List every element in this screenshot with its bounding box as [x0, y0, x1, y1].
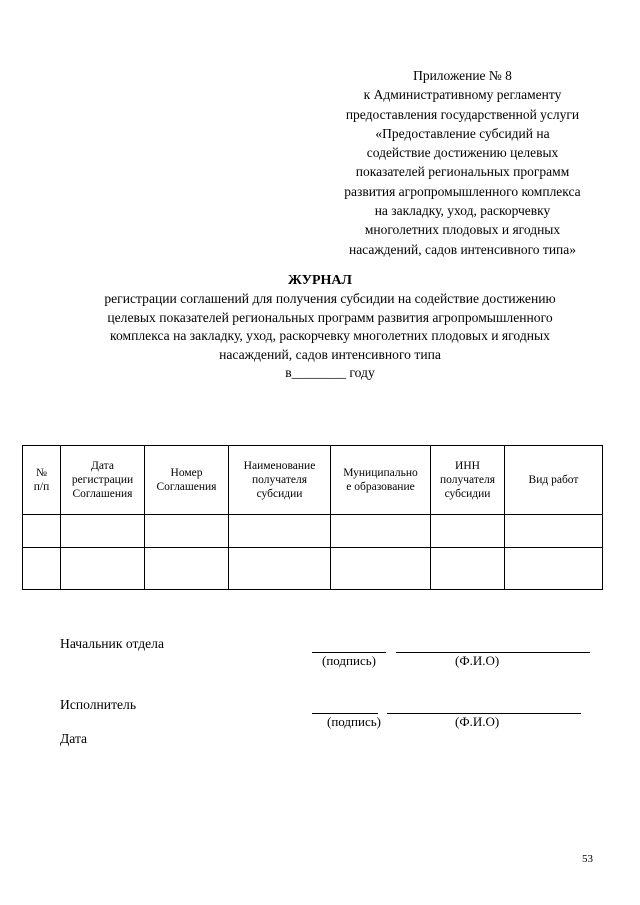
head-of-department-label: Начальник отдела: [60, 636, 164, 651]
header-cell-recipient-name: Наименование получателя субсидии: [229, 446, 331, 515]
table-row: [23, 548, 603, 590]
table-cell: [23, 548, 61, 590]
table-row: [23, 515, 603, 548]
subtitle-line: насаждений, садов интенсивного типа: [219, 346, 441, 362]
table-cell: [145, 515, 229, 548]
subtitle-line: регистрации соглашений для получения субсидии на содействие достижению: [104, 291, 556, 306]
document-title: ЖУРНАЛ: [288, 273, 352, 288]
executor-name-caption: (Ф.И.О): [455, 714, 500, 729]
table-cell: [145, 548, 229, 590]
header-cell-work-type: Вид работ: [505, 446, 603, 515]
header-cell-agreement-number: Номер Соглашения: [145, 446, 229, 515]
table-cell: [23, 515, 61, 548]
appendix-header: [300, 66, 625, 259]
table-cell: [61, 515, 145, 548]
appendix-line: к Административному регламенту: [363, 87, 562, 103]
appendix-line: на закладку, уход, раскорчевку: [374, 203, 551, 219]
header-cell-date: Дата регистрации Соглашения: [61, 446, 145, 515]
appendix-line: «Предоставление субсидий на: [375, 125, 550, 141]
header-cell-municipality: Муниципально е образование: [331, 446, 431, 515]
header-cell-number: № п/п: [23, 446, 61, 515]
table-cell: [229, 548, 331, 590]
table-cell: [331, 515, 431, 548]
header-cell-inn: ИНН получателя субсидии: [431, 446, 505, 515]
subtitle-line: комплекса на закладку, уход, раскорчевку многолетних плодовых и ягодных: [110, 328, 550, 344]
year-line: в________ году: [285, 365, 375, 381]
appendix-line: предоставления государственной услуги: [345, 106, 580, 122]
executor-signature-caption: (подпись): [327, 714, 381, 729]
head-signature-caption: (подпись): [322, 653, 376, 668]
table-cell: [431, 548, 505, 590]
table-cell: [505, 515, 603, 548]
executor-label: Исполнитель: [60, 697, 137, 712]
table-cell: [61, 548, 145, 590]
appendix-line: содействие достижению целевых: [366, 145, 559, 161]
page-number: 53: [582, 853, 593, 865]
table-cell: [331, 548, 431, 590]
head-name-caption: (Ф.И.О): [455, 653, 500, 668]
appendix-line: развития агропромышленного комплекса: [344, 183, 581, 199]
appendix-line: показателей региональных программ: [355, 164, 570, 180]
table-cell: [229, 515, 331, 548]
subtitle-line: целевых показателей региональных программ развития агропромышленного: [107, 309, 553, 325]
table-cell: [505, 548, 603, 590]
table-header-row: [23, 446, 603, 515]
appendix-line: Приложение № 8: [413, 68, 512, 83]
table-cell: [431, 515, 505, 548]
appendix-line: насаждений, садов интенсивного типа»: [348, 241, 577, 257]
journal-table: [22, 445, 603, 590]
date-label: Дата: [60, 731, 88, 746]
appendix-line: многолетних плодовых и ягодных: [364, 222, 561, 238]
document-subtitle: [40, 290, 620, 383]
